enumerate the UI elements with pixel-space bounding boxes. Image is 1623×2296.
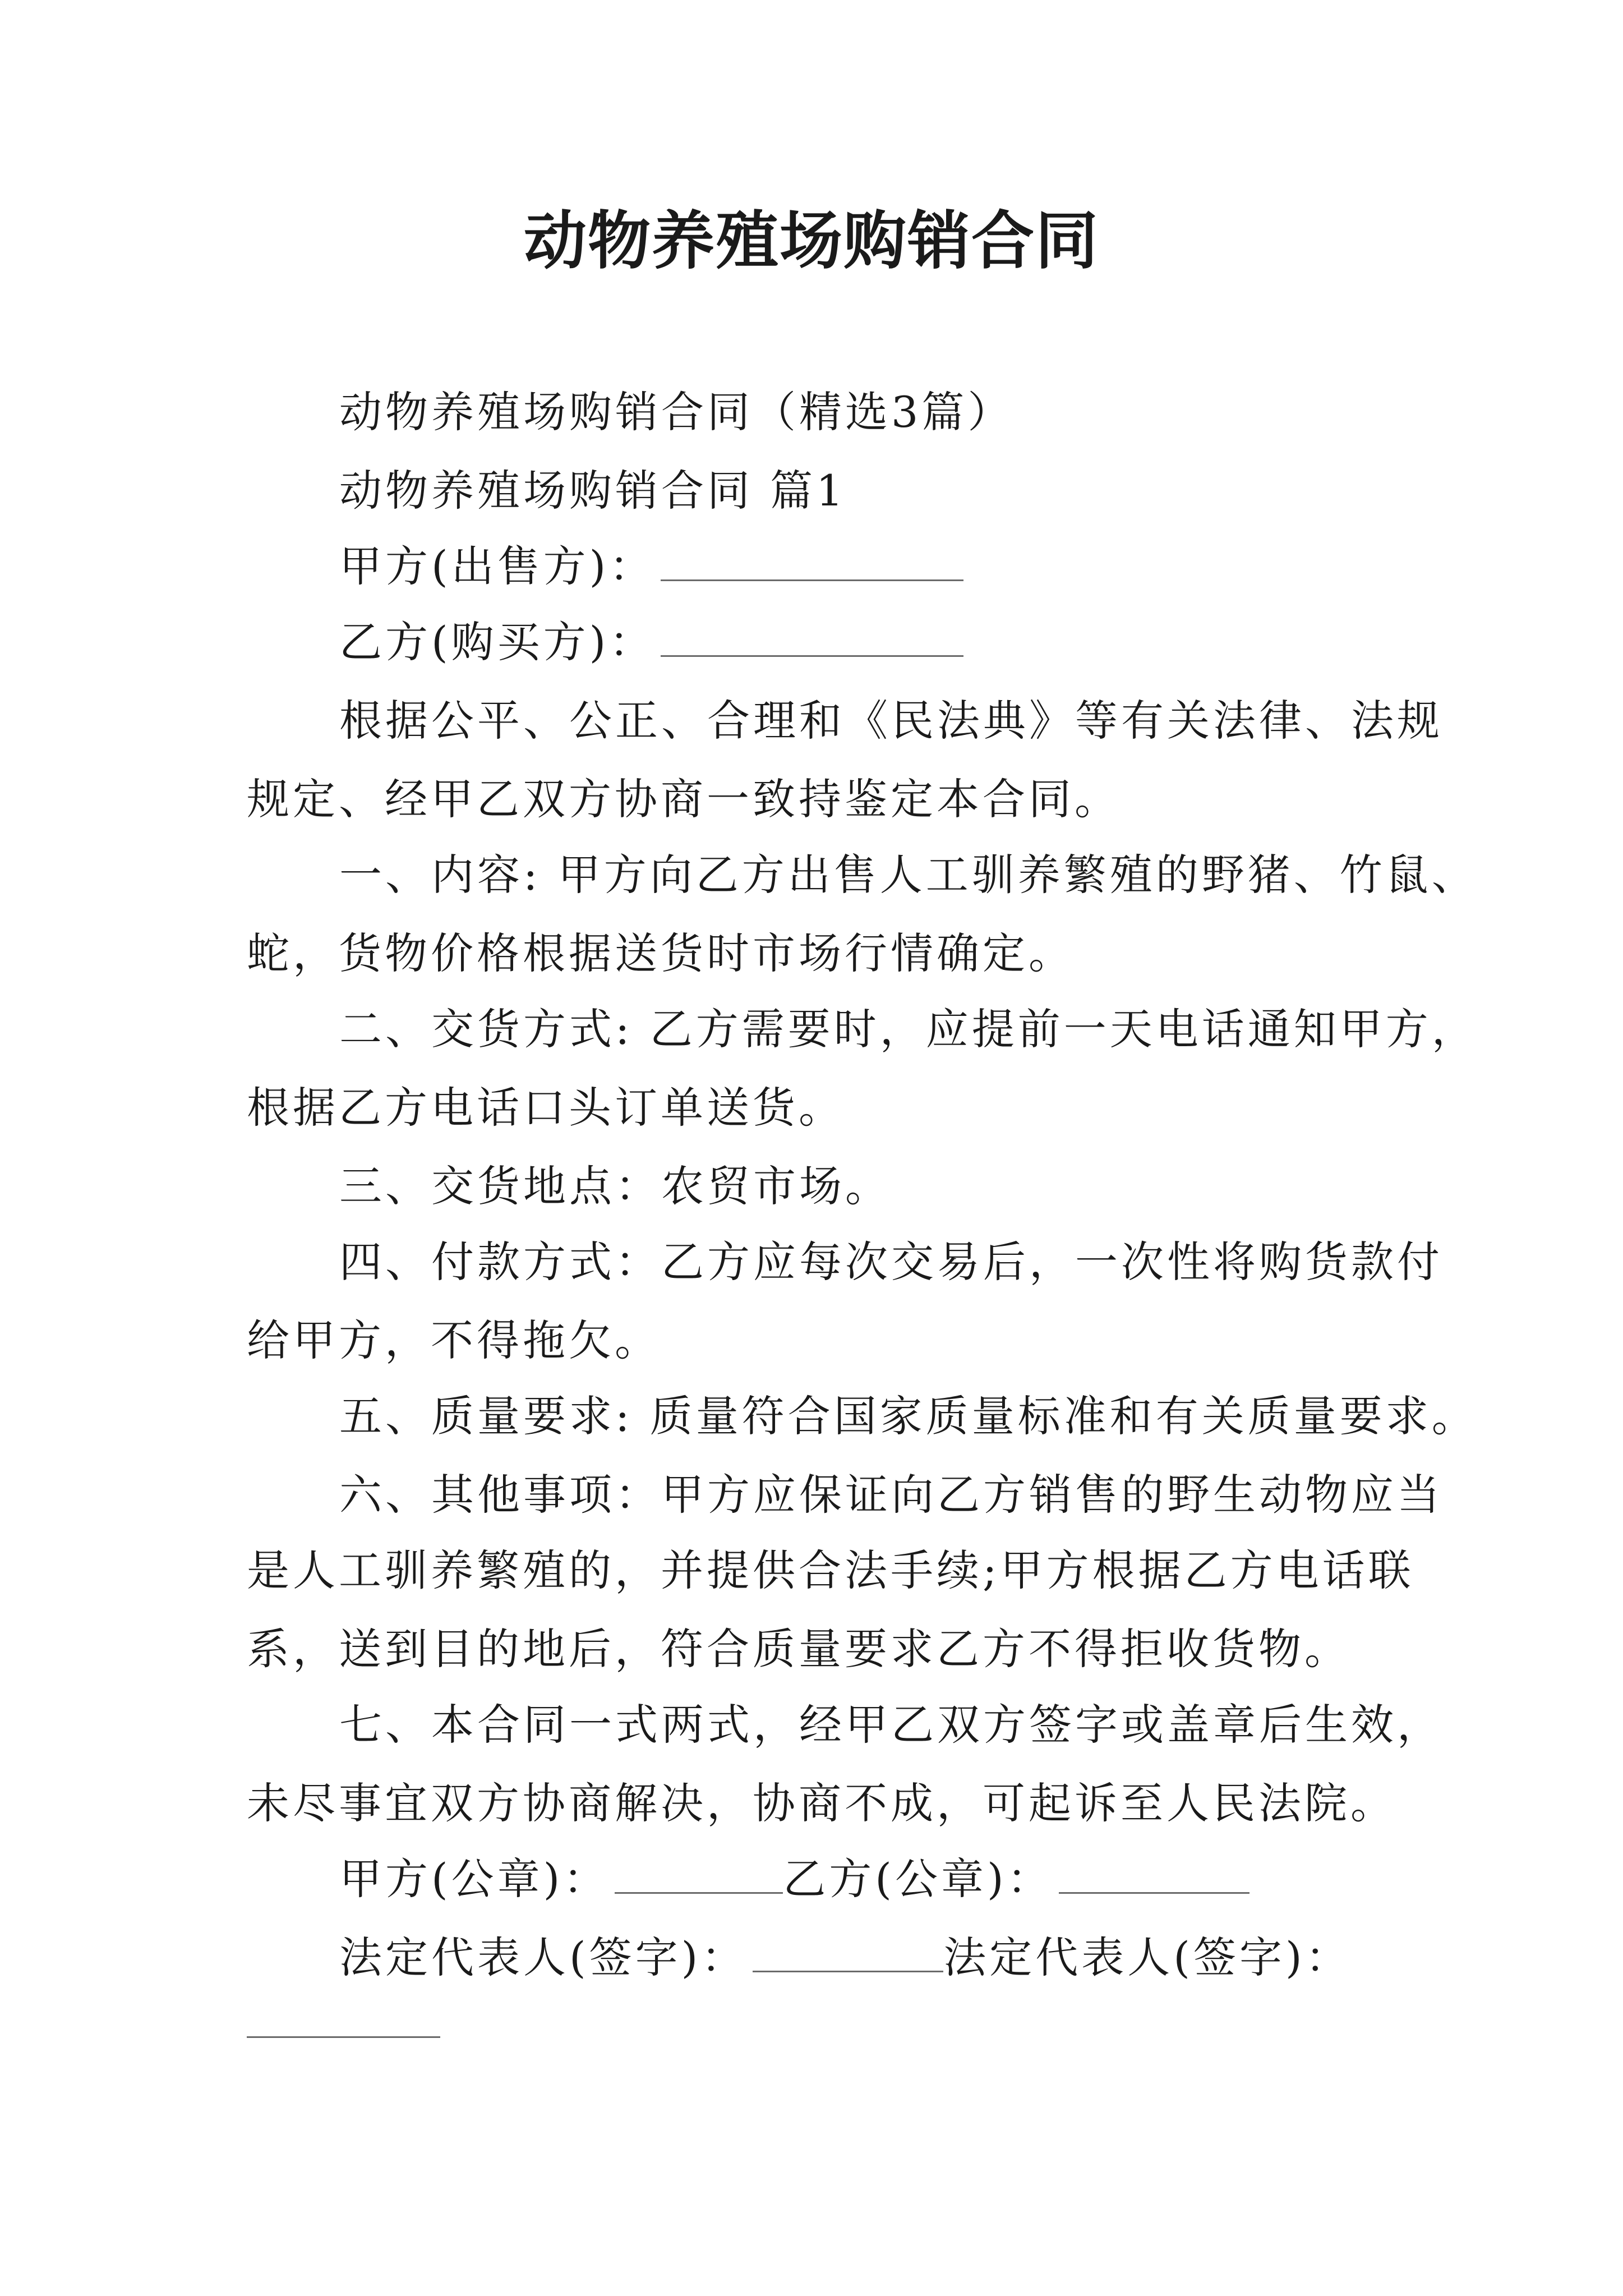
clause-5: 五、质量要求: 质量符合国家质量标准和有关质量要求。 [339, 1391, 1478, 1441]
party-a-blank[interactable] [661, 546, 963, 581]
document-title: 动物养殖场购销合同 [524, 204, 1099, 278]
clause-7-line-2: 未尽事宜双方协商解决，协商不成，可起诉至人民法院。 [247, 1778, 1396, 1828]
clause-7-line-1: 七、本合同一式两式，经甲乙双方签字或盖章后生效， [339, 1700, 1443, 1750]
document-subtitle: 动物养殖场购销合同（精选3篇） [339, 387, 1014, 437]
party-b-blank[interactable] [661, 622, 963, 657]
intro-line-2: 规定、经甲乙双方协商一致持鉴定本合同。 [247, 774, 1121, 824]
clause-2-line-1: 二、交货方式: 乙方需要时，应提前一天电话通知甲方， [339, 1004, 1478, 1054]
clause-6-line-3: 系，送到目的地后，符合质量要求乙方不得拒收货物。 [247, 1624, 1350, 1674]
rep-a-blank[interactable] [753, 1937, 943, 1972]
intro-line-1: 根据公平、公正、合理和《民法典》等有关法律、法规 [339, 696, 1443, 746]
party-a-label: 甲方(出售方)： [339, 541, 656, 591]
section-heading: 动物养殖场购销合同 篇1 [339, 466, 847, 516]
clause-3: 三、交货地点：农贸市场。 [339, 1161, 891, 1211]
seal-line [339, 1851, 1249, 1907]
party-b-label: 乙方(购买方)： [339, 617, 656, 667]
clause-6-line-1: 六、其他事项：甲方应保证向乙方销售的野生动物应当 [339, 1470, 1443, 1520]
clause-2-line-2: 根据乙方电话口头订单送货。 [247, 1083, 845, 1133]
clause-6-line-2: 是人工驯养繁殖的，并提供合法手续;甲方根据乙方电话联 [247, 1545, 1414, 1595]
party-a-line [339, 539, 963, 595]
clause-4-line-2: 给甲方，不得拖欠。 [247, 1315, 661, 1365]
seal-b-label: 乙方(公章)： [783, 1854, 1053, 1904]
clause-4-line-1: 四、付款方式：乙方应每次交易后，一次性将购货款付 [339, 1237, 1443, 1287]
rep-b-label: 法定代表人(签字)： [943, 1932, 1352, 1982]
seal-a-blank[interactable] [615, 1858, 783, 1894]
representative-line [339, 1930, 1352, 1986]
seal-b-blank[interactable] [1059, 1858, 1249, 1894]
clause-1-line-2: 蛇，货物价格根据送货时市场行情确定。 [247, 928, 1075, 978]
clause-1-line-1: 一、内容: 甲方向乙方出售人工驯养繁殖的野猪、竹鼠、 [339, 850, 1478, 900]
rep-b-blank[interactable] [247, 2036, 440, 2038]
party-b-line [339, 614, 963, 670]
seal-a-label: 甲方(公章)： [339, 1854, 610, 1904]
rep-a-label: 法定代表人(签字)： [339, 1932, 748, 1982]
